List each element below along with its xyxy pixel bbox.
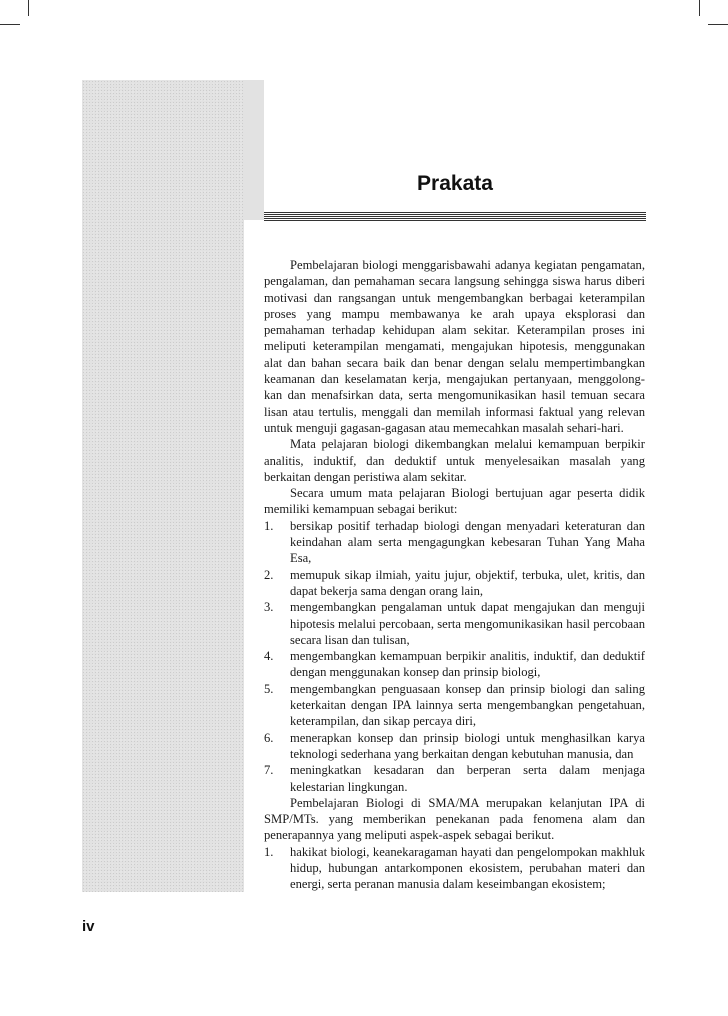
crop-mark-top-right-h (708, 24, 728, 25)
crop-mark-top-left-v (28, 0, 29, 16)
paragraph-2: Mata pelajaran biologi dikembangkan melalui kemampuan berpikir analitis, induktif, dan deduktif untuk menyelesaikan masalah yang berkaitan dengan peristiwa alam sekitar. (264, 437, 645, 484)
list-item: 2. memupuk sikap ilmiah, yaitu jujur, objektif, terbuka, ulet, kritis, dan dapat bekerja sama dengan orang lain, (264, 567, 645, 598)
body-text (264, 257, 645, 893)
page-title: Prakata (417, 172, 493, 195)
crop-mark-top-left-h (0, 24, 20, 25)
paragraph-4: Pembelajaran Biologi di SMA/MA merupakan kelanjutan IPA di SMP/MTs. yang memberikan penekanan pada fenomena alam dan penerapannya yang meliputi aspek-aspek sebagai berikut. (264, 795, 645, 843)
list-item: 7. meningkatkan kesadaran dan berperan serta dalam menjaga kelestarian lingkungan. (264, 763, 645, 794)
list-item: 6. menerapkan konsep dan prinsip biologi untuk menghasilkan karya teknologi sederhana yang berkaitan dengan kebutuhan manusia, dan (264, 730, 645, 761)
paragraph-1: Pembelajaran biologi menggarisbawahi adanya kegiatan pengamatan, pengalaman, dan pemahaman secara langsung sehingga siswa harus diberi motivasi dan rangsangan untuk mengembangkan berbagai keterampilan proses yang mampu membawanya ke arah upaya eksplorasi dan pemahaman terhadap kehidupan alam sekitar. Keterampilan proses ini meliputi keterampilan mengamati, mengajukan hipotesis, menggunakan alat dan bahan secara baik dan benar dengan selalu mempertimbangkan keamanan dan keselamatan kerja, mengajukan pertanyaan, menggolong-kan dan menafsirkan data, serta mengomunikasikan hasil temuan secara lisan atau tertulis, menggali dan memilah informasi faktual yang relevan untuk menguji gagasan-gagasan atau memecahkan masalah sehari-hari. (264, 258, 645, 435)
page-number: iv (82, 918, 95, 935)
crop-mark-top-right-v (699, 0, 700, 16)
paragraph-3: Secara umum mata pelajaran Biologi bertujuan agar peserta didik memiliki kemampuan sebagai berikut: (264, 486, 645, 517)
objectives-list (264, 518, 645, 795)
list-item: 1. hakikat biologi, keanekaragaman hayati dan pengelompokan makhluk hidup, hubungan antarkomponen ekosistem, perubahan materi dan energi, serta peranan manusia dalam keseimbangan ekosistem; (264, 844, 645, 892)
title-rule-divider (264, 212, 646, 221)
decorative-header-band (244, 80, 264, 220)
aspects-list (264, 844, 645, 893)
list-item: 5. mengembangkan penguasaan konsep dan prinsip biologi dan saling keterkaitan dengan IPA lainnya serta mengembangkan pengetahuan, keterampilan, dan sikap percaya diri, (264, 681, 645, 729)
list-item: 3. mengembangkan pengalaman untuk dapat mengajukan dan menguji hipotesis melalui percobaan, serta mengomunikasikan hasil percobaan secara lisan dan tulisan, (264, 600, 645, 647)
decorative-side-band (82, 80, 244, 892)
list-item: 4. mengembangkan kemampuan berpikir analitis, induktif, dan deduktif dengan menggunakan konsep dan prinsip biologi, (264, 649, 645, 680)
list-item: 1. bersikap positif terhadap biologi dengan menyadari keteraturan dan keindahan alam serta mengagungkan kebesaran Tuhan Yang Maha Esa, (264, 518, 645, 566)
